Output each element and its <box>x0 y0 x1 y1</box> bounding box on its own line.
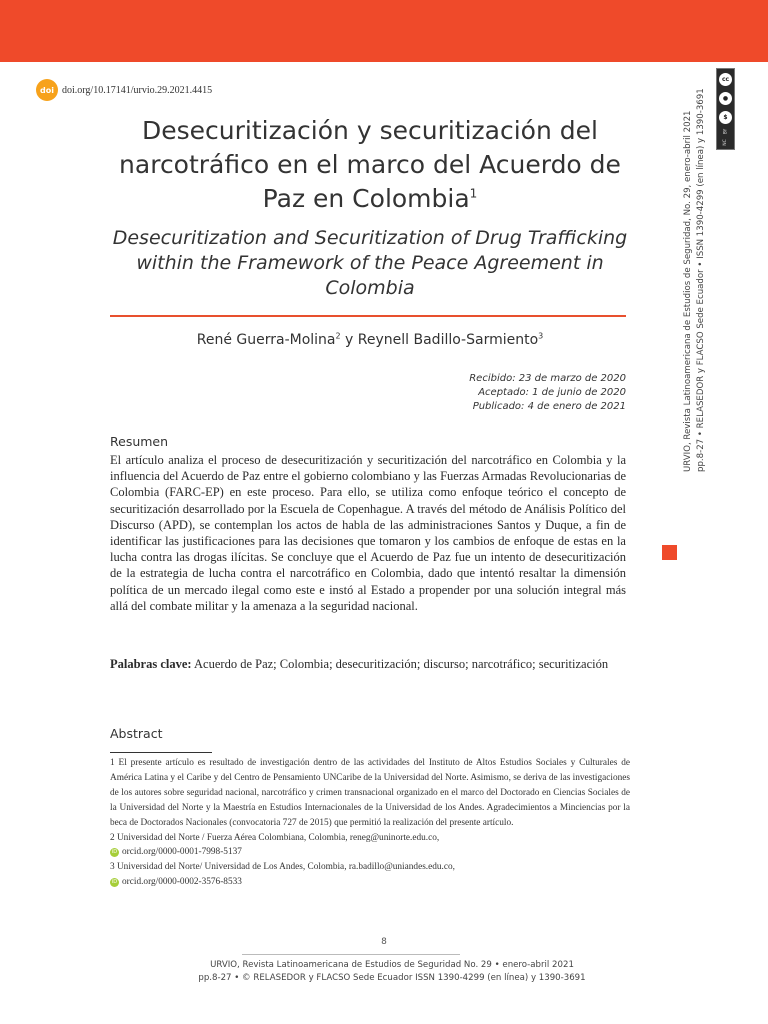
title-divider <box>110 315 626 317</box>
article-title-english: Desecuritization and Securitization of Drug Trafficking within the Framework of the Peace Agreement in Colombia <box>112 227 628 299</box>
header-bar <box>0 0 768 62</box>
doi-link-row[interactable] <box>36 80 212 100</box>
date-published: Publicado: 4 de enero de 2021 <box>472 401 626 412</box>
date-received: Recibido: 23 de marzo de 2020 <box>469 373 626 384</box>
abstract-heading: Abstract <box>110 726 163 741</box>
footnotes <box>110 756 630 890</box>
keywords-label: Palabras clave: <box>110 657 192 671</box>
license-nc-label: NC <box>722 139 728 146</box>
author-1-footnote-ref[interactable]: 2 <box>335 331 341 341</box>
noncommercial-icon: $ <box>719 111 732 124</box>
footer-issn: pp.8-27 • © RELASEDOR y FLACSO Sede Ecuador ISSN 1390-4299 (en línea) y 1390-3691 <box>198 973 586 983</box>
author-2: Reynell Badillo-Sarmiento <box>357 332 539 348</box>
footer-journal: URVIO, Revista Latinoamericana de Estudios de Seguridad No. 29 • enero-abril 2021 <box>210 960 574 970</box>
keywords-text: Acuerdo de Paz; Colombia; desecuritización; discurso; narcotráfico; securitización <box>191 657 609 671</box>
publication-dates <box>469 372 626 414</box>
keywords-paragraph <box>110 656 626 672</box>
article-title-spanish <box>100 114 640 216</box>
orcid-icon: iD <box>111 878 118 885</box>
title-es-text: Desecuritización y securitización del narcotráfico en el marco del Acuerdo de Paz en Colombia <box>119 116 621 213</box>
footnote-3: 3 Universidad del Norte/ Universidad de Los Andes, Colombia, ra.badillo@uniandes.edu.co, <box>110 862 455 873</box>
attribution-icon: ● <box>719 92 732 105</box>
author-2-footnote-ref[interactable]: 3 <box>538 331 544 341</box>
doi-link[interactable]: doi.org/10.17141/urvio.29.2021.4415 <box>62 84 213 96</box>
footer-divider <box>242 954 460 955</box>
authors-conjunction: y <box>340 332 358 348</box>
resumen-body: El artículo analiza el proceso de desecuritización y securitización del narcotráfico en Colombia y la influencia del Acuerdo de Paz entre el gobierno colombiano y las Fuerzas Armadas Revolucionarias de Colombia (FARC-EP) en este proceso. Para ello, se utiliza como enfoque teórico el concepto de securitización desarrollado por la Escuela de Copenhague. A través del método de Análisis Político del Discurso (APD), se contemplan los actos de habla de las administraciones Santos y Duque, a fin de identificar las justificaciones para las decisiones que tomaron y los cambios de enfoque de estas en la lucha contra las drogas ilícitas. Se concluye que el Acuerdo de Paz fue un intento de desecuritización de la estrategia de lucha contra el narcotráfico en Colombia, dado que intentó resaltar la dimensión política de un mercado ilegal como este e instó al Estado a propender por una solución integral más allá del combate militar y la amenaza a la seguridad nacional. <box>110 453 626 613</box>
date-accepted: Aceptado: 1 de junio de 2020 <box>478 387 626 398</box>
creative-commons-license-badge[interactable] <box>716 68 735 150</box>
orcid-icon: iD <box>111 848 118 855</box>
title-footnote-ref[interactable]: 1 <box>469 186 478 201</box>
resumen-heading: Resumen <box>110 434 169 449</box>
side-issn-info: pp.8-27 • RELASEDOR y FLACSO Sede Ecuador • ISSN 1390-4299 (en línea) y 1390-3691 <box>696 88 706 472</box>
footnote-2: 2 Universidad del Norte / Fuerza Aérea Colombiana, Colombia, reneg@uninorte.edu.co, <box>110 832 440 843</box>
footnote-2-orcid[interactable] <box>110 845 630 860</box>
side-marker <box>662 545 677 560</box>
footnote-divider <box>110 752 212 753</box>
cc-icon: cc <box>719 73 732 86</box>
side-journal-info: URVIO, Revista Latinoamericana de Estudios de Seguridad, No. 29, enero-abril 2021 <box>683 110 693 472</box>
page-number: 8 <box>381 937 387 947</box>
authors-line <box>100 332 640 348</box>
orcid-link[interactable]: orcid.org/0000-0001-7998-5137 <box>122 847 242 858</box>
footnote-3-orcid[interactable] <box>110 875 630 890</box>
author-1: René Guerra-Molina <box>196 332 336 348</box>
doi-icon: doi <box>36 79 58 101</box>
orcid-link[interactable]: orcid.org/0000-0002-3576-8533 <box>122 877 242 888</box>
license-by-label: BY <box>723 128 728 135</box>
footnote-1: 1 El presente artículo es resultado de investigación dentro de las actividades del Instituto de Altos Estudios Sociales y Culturales de América Latina y el Caribe y del Centro de Pensamiento UNCaribe de la Universidad del Norte. Asimismo, se deriva de las investigaciones de los autores sobre seguridad nacional, narcotráfico y crimen transnacional organizado en el marco del Doctorado en Ciencias Sociales de la Universidad del Norte y la Maestría en Estudios Internacionales de la Universidad de los Andes. Agradecimientos a Minciencias por la beca de Doctorados Nacionales (convocatoria 727 de 2015) que permitió la realización del presente artículo. <box>110 758 630 828</box>
